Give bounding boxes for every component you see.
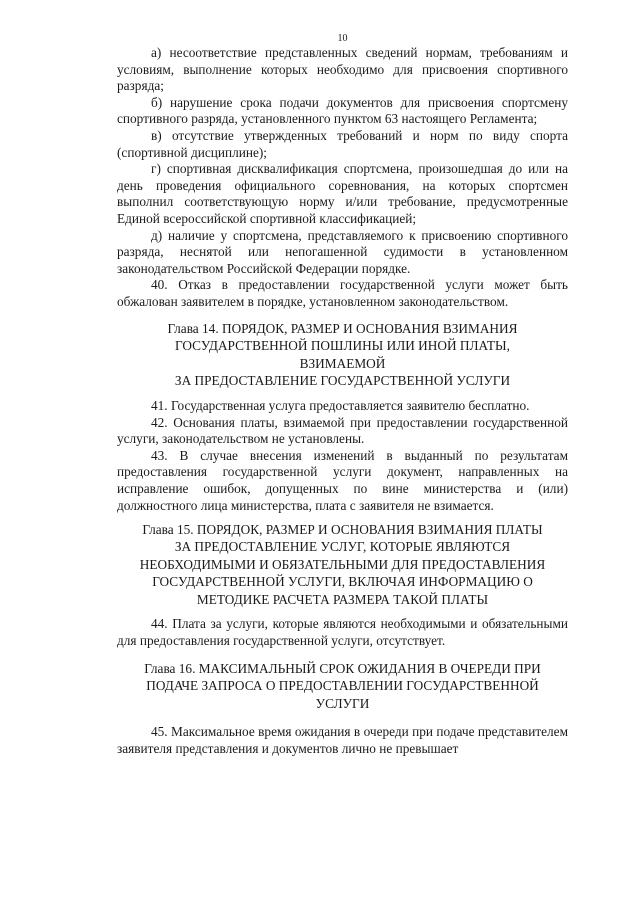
heading-line: ГОСУДАРСТВЕННОЙ УСЛУГИ, ВКЛЮЧАЯ ИНФОРМАЦИЮ О xyxy=(152,574,533,590)
paragraph-45: 45. Максимальное время ожидания в очереди при подаче представителем заявителя представления и документов лично не превышает xyxy=(117,724,568,756)
chapter-16-heading xyxy=(117,660,568,712)
paragraph-42: 42. Основания платы, взимаемой при предоставлении государственной услуги, законодательством не установлены. xyxy=(117,414,568,447)
paragraph-item-b: б) нарушение срока подачи документов для присвоения спортсмену спортивного разряда, установленного пунктом 63 настоящего Регламента; xyxy=(117,94,568,127)
refusal-grounds-list xyxy=(117,45,568,311)
heading-line: НЕОБХОДИМЫМИ И ОБЯЗАТЕЛЬНЫМИ ДЛЯ ПРЕДОСТАВЛЕНИЯ xyxy=(139,556,546,572)
paragraph-40: 40. Отказ в предоставлении государственной услуги может быть обжалован заявителем в порядке, установленном законодательством. xyxy=(117,277,568,309)
heading-line: ЗА ПРЕДОСТАВЛЕНИЕ ГОСУДАРСТВЕННОЙ УСЛУГИ xyxy=(174,373,511,389)
page-number: 10 xyxy=(337,33,348,44)
heading-line: Глава 15. ПОРЯДОК, РАЗМЕР И ОСНОВАНИЯ ВЗИМАНИЯ ПЛАТЫ xyxy=(142,522,543,537)
paragraph-item-g: г) спортивная дисквалификация спортсмена, произошедшая до или на день проведения официального соревнования, на которых спортсмен выполнил соответствующую норму и/или требование, предусмотренные Единой всероссийской спортивной классификацией; xyxy=(117,161,568,226)
paragraph-45-block xyxy=(117,724,568,757)
heading-line: ЗА ПРЕДОСТАВЛЕНИЕ УСЛУГ, КОТОРЫЕ ЯВЛЯЮТСЯ xyxy=(174,539,511,555)
chapter-15-heading xyxy=(117,521,568,608)
heading-line: ПОДАЧЕ ЗАПРОСА О ПРЕДОСТАВЛЕНИИ ГОСУДАРСТВЕННОЙ xyxy=(146,678,539,694)
paragraph-item-v: в) отсутствие утвержденных требований и норм по виду спорта (спортивной дисциплине); xyxy=(117,127,568,160)
paragraph-item-d: д) наличие у спортсмена, представляемого к присвоению спортивного разряда, неснятой или непогашенной судимости в установленном законодательством Российской Федерации порядке. xyxy=(117,227,568,276)
heading-line: МЕТОДИКЕ РАСЧЕТА РАЗМЕРА ТАКОЙ ПЛАТЫ xyxy=(196,591,489,607)
heading-line: УСЛУГИ xyxy=(315,695,370,711)
chapter-14-heading xyxy=(117,320,568,390)
paragraph-44: 44. Плата за услуги, которые являются необходимыми и обязательными для предоставления государственной услуги, отсутствует. xyxy=(117,616,568,648)
heading-line: Глава 14. ПОРЯДОК, РАЗМЕР И ОСНОВАНИЯ ВЗИМАНИЯ xyxy=(167,321,518,336)
paragraph-44-block xyxy=(117,616,568,649)
fee-paragraphs xyxy=(117,398,568,514)
heading-line: ГОСУДАРСТВЕННОЙ ПОШЛИНЫ ИЛИ ИНОЙ ПЛАТЫ, xyxy=(175,338,510,354)
heading-line: ВЗИМАЕМОЙ xyxy=(299,355,386,371)
heading-line: Глава 16. МАКСИМАЛЬНЫЙ СРОК ОЖИДАНИЯ В ОЧЕРЕДИ ПРИ xyxy=(144,661,541,676)
paragraph-item-a: а) несоответствие представленных сведений нормам, требованиям и условиям, выполнение которых необходимо для присвоения спортивного разряда; xyxy=(117,45,568,94)
paragraph-43: 43. В случае внесения изменений в выданный по результатам предоставления государственной услуги документ, направленных на исправление ошибок, допущенных по вине министерства и (или) должностного лица министерства, плата с заявителя не взимается. xyxy=(117,447,568,513)
paragraph-41: 41. Государственная услуга предоставляется заявителю бесплатно. xyxy=(151,398,530,413)
